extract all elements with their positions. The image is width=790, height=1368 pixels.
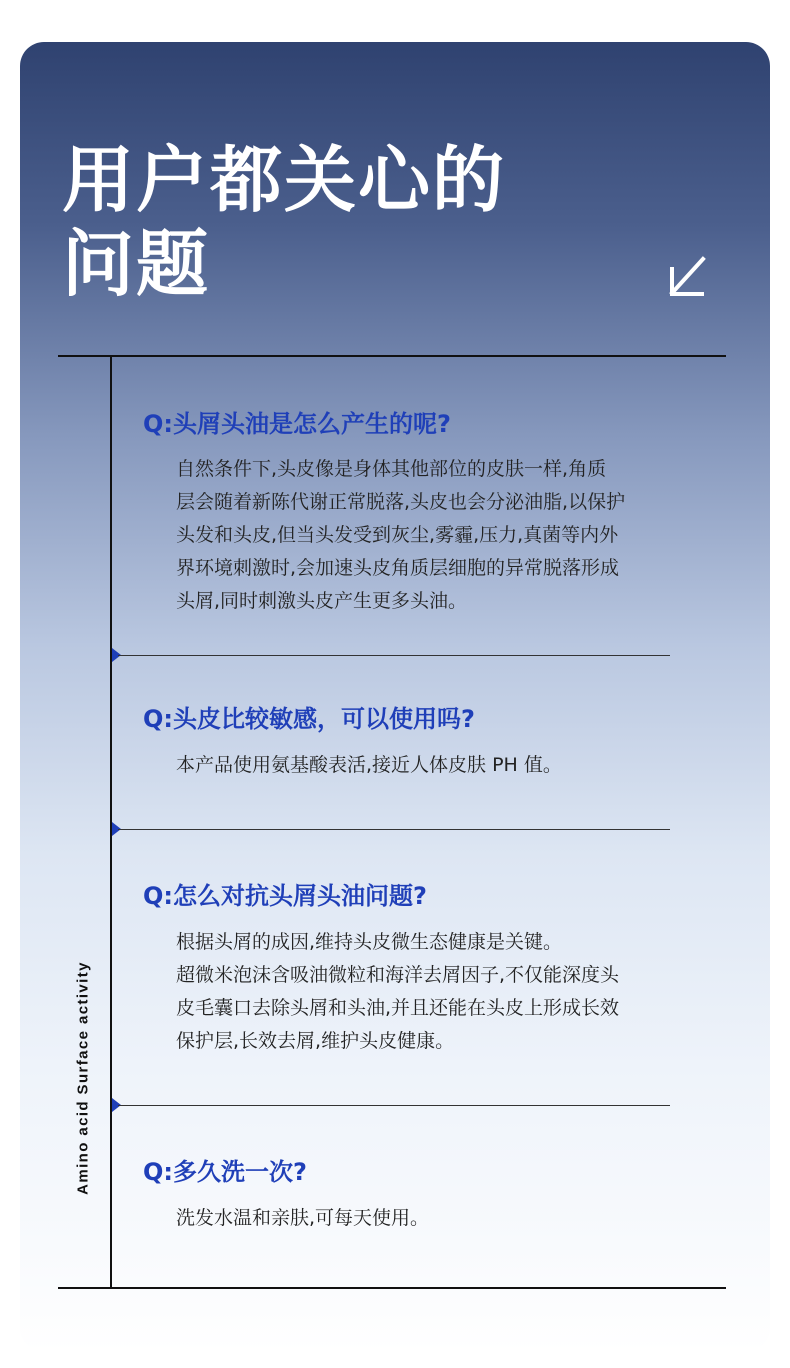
faq-answer-3 — [176, 926, 706, 1058]
faq-question-4: Q:多久洗一次? — [143, 1158, 307, 1186]
title-line-2: 问题 — [62, 222, 211, 306]
answer-line: 保护层,长效去屑,维护头皮健康。 — [176, 1030, 455, 1052]
section-divider — [118, 655, 670, 656]
answer-line: 头发和头皮,但当头发受到灰尘,雾霾,压力,真菌等内外 — [176, 524, 619, 546]
answer-line: 层会随着新陈代谢正常脱落,头皮也会分泌油脂,以保护 — [176, 491, 626, 513]
faq-answer-1 — [176, 453, 706, 618]
answer-line: 界环境刺激时,会加速头皮角质层细胞的异常脱落形成 — [176, 557, 620, 579]
faq-question-3: Q:怎么对抗头屑头油问题? — [143, 882, 427, 910]
faq-answer-2 — [176, 749, 706, 782]
answer-line: 根据头屑的成因,维持头皮微生态健康是关键。 — [176, 931, 563, 953]
answer-line: 皮毛囊口去除头屑和头油,并且还能在头皮上形成长效 — [176, 997, 620, 1019]
answer-line: 洗发水温和亲肤,可每天使用。 — [176, 1207, 430, 1229]
answer-line: 头屑,同时刺激头皮产生更多头油。 — [176, 590, 468, 612]
faq-question-1: Q:头屑头油是怎么产生的呢? — [143, 410, 451, 438]
side-label: Amino acid Surface activity — [74, 961, 92, 1195]
answer-line: 超微米泡沫含吸油微粒和海洋去屑因子,不仅能深度头 — [176, 964, 620, 986]
section-divider — [118, 829, 670, 830]
answer-line: 本产品使用氨基酸表活,接近人体皮肤 PH 值。 — [176, 754, 562, 776]
title-line-1: 用户都关心的 — [62, 138, 507, 222]
top-rule — [58, 355, 726, 357]
faq-answer-4 — [176, 1202, 706, 1235]
arrow-down-left-icon — [667, 255, 707, 299]
section-divider — [118, 1105, 670, 1106]
answer-line: 自然条件下,头皮像是身体其他部位的皮肤一样,角质 — [176, 458, 607, 480]
bottom-rule — [58, 1287, 726, 1289]
faq-question-2: Q:头皮比较敏感，可以使用吗? — [143, 705, 475, 733]
page-title — [62, 138, 506, 306]
